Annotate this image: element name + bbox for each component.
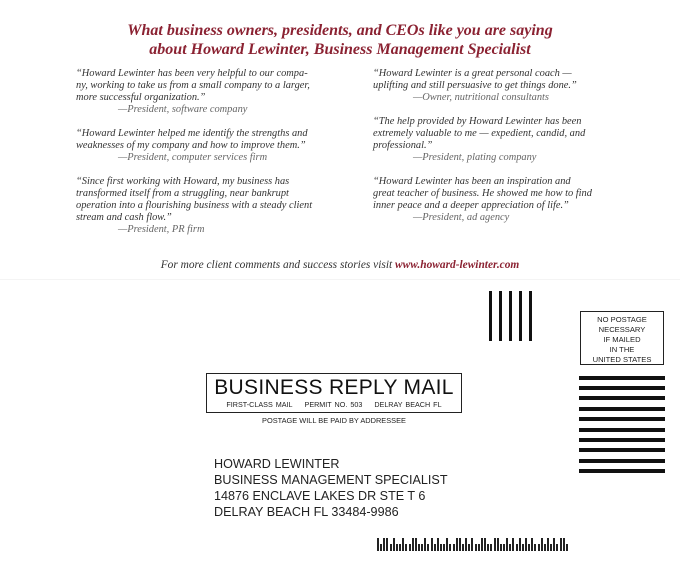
testimonial-attribution: —President, PR firm bbox=[118, 224, 205, 235]
testimonials-right-column bbox=[373, 68, 658, 236]
no-postage-line: NECESSARY bbox=[598, 325, 646, 334]
barcode-bar bbox=[443, 544, 445, 551]
testimonial bbox=[373, 176, 658, 224]
barcode-bar bbox=[453, 544, 455, 551]
footer-line bbox=[0, 259, 680, 271]
barcode-bar bbox=[566, 544, 568, 551]
barcode-bar bbox=[503, 544, 505, 551]
permit-line bbox=[207, 400, 461, 410]
no-postage-line: IF MAILED bbox=[603, 335, 641, 344]
barcode-bar bbox=[528, 544, 530, 551]
testimonial-quote: “Howard Lewinter has been very helpful to our compa- ny, working to take us from a small company to a larger, more successful organization.” bbox=[76, 68, 310, 103]
barcode-bar bbox=[468, 544, 470, 551]
barcode-bar bbox=[421, 544, 423, 551]
barcode-bar bbox=[465, 538, 467, 551]
fold-line bbox=[0, 279, 680, 280]
testimonial bbox=[76, 128, 361, 164]
address-line: DELRAY BEACH FL 33484-9986 bbox=[214, 505, 399, 519]
testimonial-attribution: —President, ad agency bbox=[413, 212, 510, 223]
barcode-bar bbox=[531, 538, 533, 551]
barcode-bar bbox=[550, 544, 552, 551]
barcode-bar bbox=[390, 544, 392, 551]
barcode-bar bbox=[534, 544, 536, 551]
barcode-bar bbox=[409, 544, 411, 551]
fim-bars bbox=[489, 291, 533, 341]
address-line: BUSINESS MANAGEMENT SPECIALIST bbox=[214, 473, 448, 487]
testimonial-quote: “Howard Lewinter is a great personal coach — uplifting and still persuasive to get things done.” bbox=[373, 68, 577, 91]
postal-barcode bbox=[377, 538, 569, 551]
barcode-bar bbox=[427, 544, 429, 551]
barcode-bar bbox=[377, 538, 379, 551]
barcode-bar bbox=[512, 538, 514, 551]
testimonial bbox=[76, 68, 361, 116]
barcode-bar bbox=[471, 538, 473, 551]
footer-text: For more client comments and success stories visit bbox=[160, 259, 396, 271]
barcode-bar bbox=[393, 538, 395, 551]
barcode-bar bbox=[522, 544, 524, 551]
barcode-bar bbox=[478, 544, 480, 551]
permit-number: PERMIT NO. 503 bbox=[304, 400, 363, 409]
testimonial bbox=[373, 116, 658, 164]
testimonial-attribution: —Owner, nutritional consultants bbox=[413, 92, 549, 103]
barcode-bar bbox=[399, 544, 401, 551]
barcode-bar bbox=[418, 544, 420, 551]
address-line: 14876 ENCLAVE LAKES DR STE T 6 bbox=[214, 489, 426, 503]
mail-class: FIRST-CLASS MAIL bbox=[226, 400, 293, 409]
barcode-bar bbox=[402, 538, 404, 551]
barcode-bar bbox=[437, 538, 439, 551]
testimonial-quote: “The help provided by Howard Lewinter has been extremely valuable to me — expedient, candid, and professional.” bbox=[373, 116, 586, 151]
testimonial-quote: “Since first working with Howard, my business has transformed itself from a struggling, near bankrupt operation into a flourishing business with a steady client stream and cash flow.” bbox=[76, 176, 313, 223]
barcode-bar bbox=[380, 544, 382, 551]
recipient-address bbox=[214, 456, 448, 520]
no-postage-line: NO POSTAGE bbox=[597, 315, 647, 324]
barcode-bar bbox=[516, 544, 518, 551]
barcode-bar bbox=[462, 544, 464, 551]
barcode-bar bbox=[538, 544, 540, 551]
barcode-bar bbox=[525, 538, 527, 551]
testimonial-quote: “Howard Lewinter helped me identify the strengths and weaknesses of my company and how to improve them.” bbox=[76, 128, 308, 151]
address-line: HOWARD LEWINTER bbox=[214, 457, 340, 471]
barcode-bar bbox=[434, 544, 436, 551]
barcode-bar bbox=[440, 544, 442, 551]
barcode-bar bbox=[560, 538, 562, 551]
reply-mail-horizontal-bars bbox=[579, 376, 665, 476]
headline-line-2: about Howard Lewinter, Business Management Specialist bbox=[149, 41, 531, 58]
business-reply-mail-box bbox=[206, 373, 462, 413]
testimonial-attribution: —President, computer services firm bbox=[118, 152, 268, 163]
barcode-bar bbox=[459, 538, 461, 551]
barcode-bar bbox=[556, 544, 558, 551]
barcode-bar bbox=[519, 538, 521, 551]
headline-line-1: What business owners, presidents, and CEOs like you are saying bbox=[127, 22, 553, 39]
barcode-bar bbox=[424, 538, 426, 551]
business-reply-mail-title: BUSINESS REPLY MAIL bbox=[214, 376, 454, 399]
barcode-bar bbox=[396, 544, 398, 551]
barcode-bar bbox=[431, 538, 433, 551]
testimonials-left-column bbox=[76, 68, 361, 248]
barcode-bar bbox=[494, 538, 496, 551]
permit-city: DELRAY BEACH FL bbox=[374, 400, 442, 409]
barcode-bar bbox=[544, 544, 546, 551]
website-link[interactable]: www.howard-lewinter.com bbox=[395, 259, 520, 271]
barcode-bar bbox=[405, 544, 407, 551]
barcode-bar bbox=[446, 538, 448, 551]
postage-paid-by: POSTAGE WILL BE PAID BY ADDRESSEE bbox=[262, 416, 406, 425]
barcode-bar bbox=[490, 544, 492, 551]
no-postage-line: UNITED STATES bbox=[592, 355, 652, 364]
barcode-bar bbox=[487, 544, 489, 551]
barcode-bar bbox=[481, 538, 483, 551]
testimonial-attribution: —President, software company bbox=[118, 104, 248, 115]
barcode-bar bbox=[497, 538, 499, 551]
barcode-bar bbox=[475, 544, 477, 551]
barcode-bar bbox=[553, 538, 555, 551]
barcode-bar bbox=[547, 538, 549, 551]
barcode-bar bbox=[386, 538, 388, 551]
testimonial-quote: “Howard Lewinter has been an inspiration and great teacher of business. He showed me how to find inner peace and a deeper appreciation of life.” bbox=[373, 176, 592, 211]
barcode-bar bbox=[415, 538, 417, 551]
barcode-bar bbox=[563, 538, 565, 551]
barcode-bar bbox=[509, 544, 511, 551]
barcode-bar bbox=[383, 538, 385, 551]
barcode-bar bbox=[506, 538, 508, 551]
barcode-bar bbox=[484, 538, 486, 551]
barcode-bar bbox=[449, 544, 451, 551]
testimonial-attribution: —President, plating company bbox=[413, 152, 537, 163]
testimonial bbox=[76, 176, 361, 236]
barcode-bar bbox=[500, 544, 502, 551]
barcode-bar bbox=[456, 538, 458, 551]
barcode-bar bbox=[412, 538, 414, 551]
no-postage-line: IN THE bbox=[609, 345, 635, 354]
no-postage-box bbox=[580, 311, 664, 365]
testimonial bbox=[373, 68, 658, 104]
barcode-bar bbox=[541, 538, 543, 551]
